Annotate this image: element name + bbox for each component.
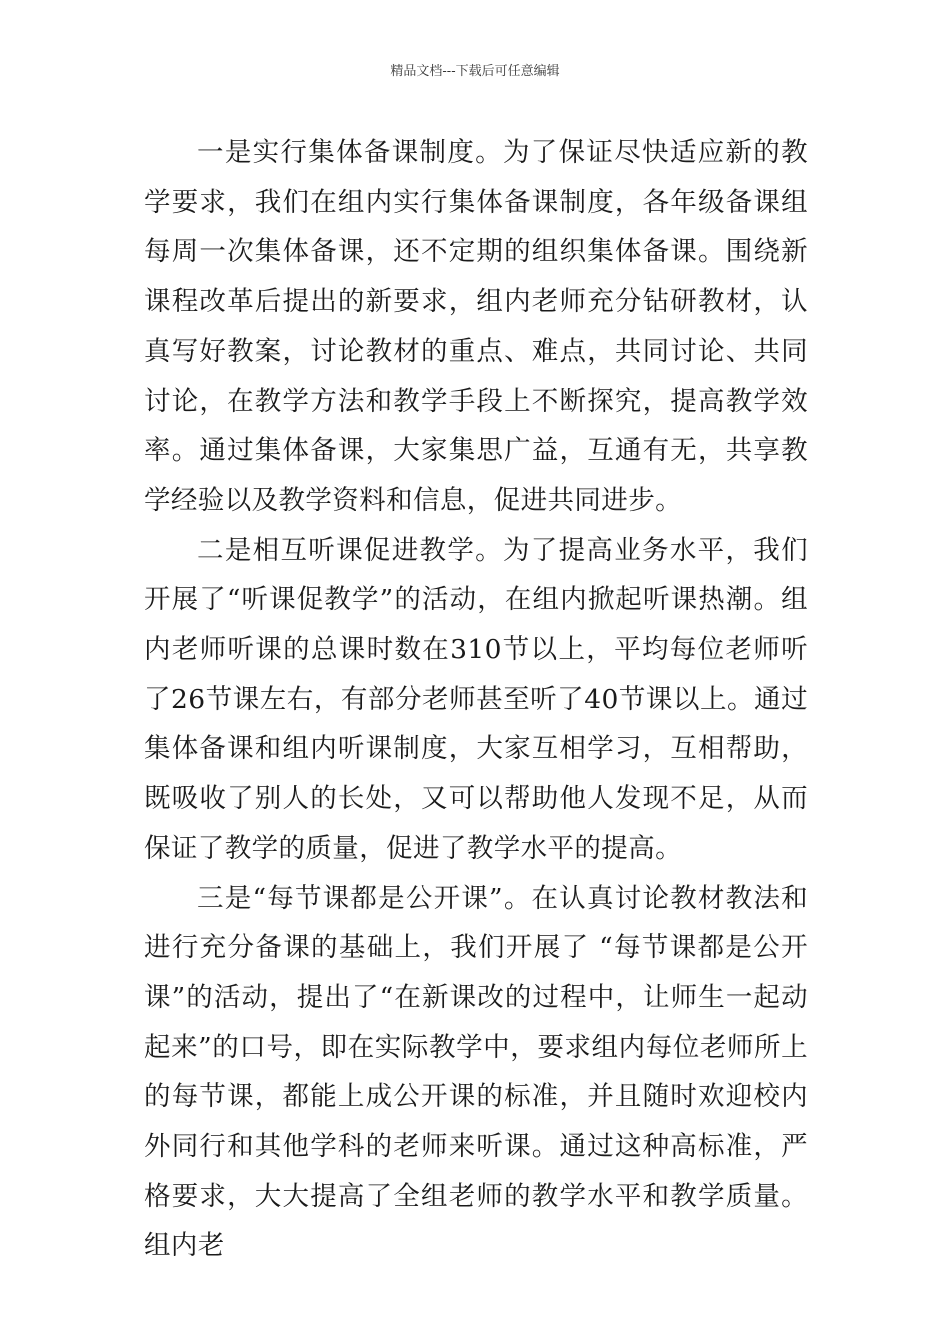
paragraph-collective-lesson-prep: 一是实行集体备课制度。为了保证尽快适应新的教学要求，我们在组内实行集体备课制度，各年级备课组每周一次集体备课，还不定期的组织集体备课。围绕新课程改革后提出的新要求，组内老师充分钻研教材，认真写好教案，讨论教材的重点、难点，共同讨论、共同讨论，在教学方法和教学手段上不断探究，提高教学效率。通过集体备课，大家集思广益，互通有无，共享教学经验以及教学资料和信息，促进共同进步。	[144, 137, 808, 516]
paragraph-open-class: 三是“每节课都是公开课”。在认真讨论教材教法和进行充分备课的基础上，我们开展了 “每节课都是公开课”的活动，提出了“在新课改的过程中，让师生一起动起来”的口号，即在实际教学中，要求组内每位老师所上的每节课，都能上成公开课的标准，并且随时欢迎校内外同行和其他学科的老师来听课。通过这种高标准，严格要求，大大提高了全组老师的教学水平和教学质量。组内老	[144, 882, 808, 1262]
page-header: 精品文档---下载后可任意编辑	[390, 64, 560, 79]
paragraph-peer-observation: 二是相互听课促进教学。为了提高业务水平，我们开展了“听课促教学”的活动，在组内掀起听课热潮。组内老师听课的总课时数在310节以上，平均每位老师听了26节课左右，有部分老师甚至听了40节课以上。通过集体备课和组内听课制度，大家互相学习，互相帮助，既吸收了别人的长处，又可以帮助他人发现不足，从而保证了教学的质量，促进了教学水平的提高。	[144, 534, 808, 864]
document-body	[144, 128, 808, 1271]
